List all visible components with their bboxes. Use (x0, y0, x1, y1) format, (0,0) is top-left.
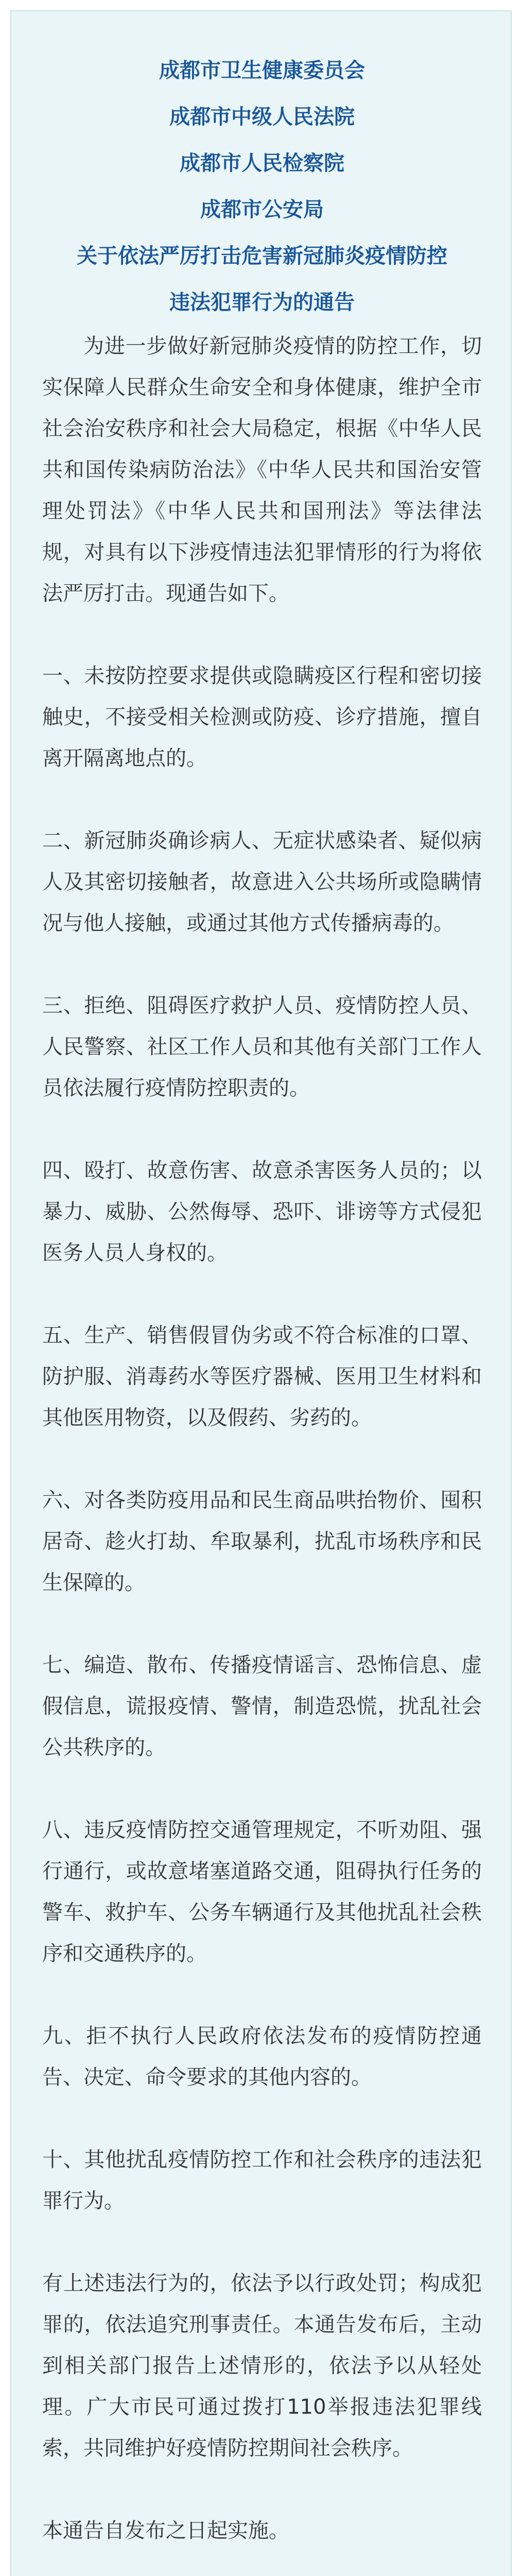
clause-4: 四、殴打、故意伤害、故意杀害医务人员的；以暴力、威胁、公然侮辱、恐吓、诽谤等方式侵犯医务人员人身权的。 (42, 1159, 482, 1265)
clause-10: 十、其他扰乱疫情防控工作和社会秩序的违法犯罪行为。 (42, 2148, 482, 2213)
clause-3: 三、拒绝、阻碍医疗救护人员、疫情防控人员、人民警察、社区工作人员和其他有关部门工作人员依法履行疫情防控职责的。 (42, 994, 482, 1100)
issuer-intermediate-court: 成都市中级人民法院 (169, 105, 355, 129)
clause-7: 七、编造、散布、传播疫情谣言、恐怖信息、虚假信息，谎报疫情、警情，制造恐慌，扰乱社会公共秩序的。 (42, 1653, 482, 1759)
notice-title-line-1: 关于依法严厉打击危害新冠肺炎疫情防控 (77, 244, 447, 268)
intro-paragraph: 为进一步做好新冠肺炎疫情的防控工作，切实保障人民群众生命安全和身体健康，维护全市社会治安秩序和社会大局稳定，根据《中华人民共和国传染病防治法》《中华人民共和国治安管理处罚法》《中华人民共和国刑法》等法律法规，对具有以下涉疫情违法犯罪情形的行为将依法严厉打击。现通告如下。 (42, 334, 482, 605)
effective-paragraph: 本通告自发布之日起实施。 (42, 2519, 289, 2543)
issuer-procuratorate: 成都市人民检察院 (180, 151, 344, 175)
notice-title-line-2: 违法犯罪行为的通告 (169, 291, 355, 314)
clause-9: 九、拒不执行人民政府依法发布的疫情防控通告、决定、命令要求的其他内容的。 (42, 2024, 482, 2089)
clause-5: 五、生产、销售假冒伪劣或不符合标准的口罩、防护服、消毒药水等医疗器械、医用卫生材料和其他医用物资，以及假药、劣药的。 (42, 1324, 482, 1430)
notice-panel (10, 10, 512, 2576)
clause-8: 八、违反疫情防控交通管理规定，不听劝阻、强行通行，或故意堵塞道路交通，阻碍执行任务的警车、救护车、公务车辆通行及其他扰乱社会秩序和交通秩序的。 (42, 1818, 482, 1965)
issuer-health-commission: 成都市卫生健康委员会 (159, 59, 365, 82)
notice-header (11, 47, 513, 326)
penalty-paragraph: 有上述违法行为的，依法予以行政处罚；构成犯罪的，依法追究刑事责任。本通告发布后，主动到相关部门报告上述情形的，依法予以从轻处理。广大市民可通过拨打110举报违法犯罪线索，共同维护好疫情防控期间社会秩序。 (42, 2272, 482, 2460)
issuer-public-security-bureau: 成都市公安局 (200, 198, 324, 222)
clause-2: 二、新冠肺炎确诊病人、无症状感染者、疑似病人及其密切接触者，故意进入公共场所或隐瞒情况与他人接触，或通过其他方式传播病毒的。 (42, 829, 482, 935)
clause-1: 一、未按防控要求提供或隐瞒疫区行程和密切接触史，不接受相关检测或防疫、诊疗措施，擅自离开隔离地点的。 (42, 664, 482, 770)
clause-6: 六、对各类防疫用品和民生商品哄抬物价、囤积居奇、趁火打劫、牟取暴利，扰乱市场秩序和民生保障的。 (42, 1488, 482, 1595)
notice-body (42, 326, 482, 2576)
